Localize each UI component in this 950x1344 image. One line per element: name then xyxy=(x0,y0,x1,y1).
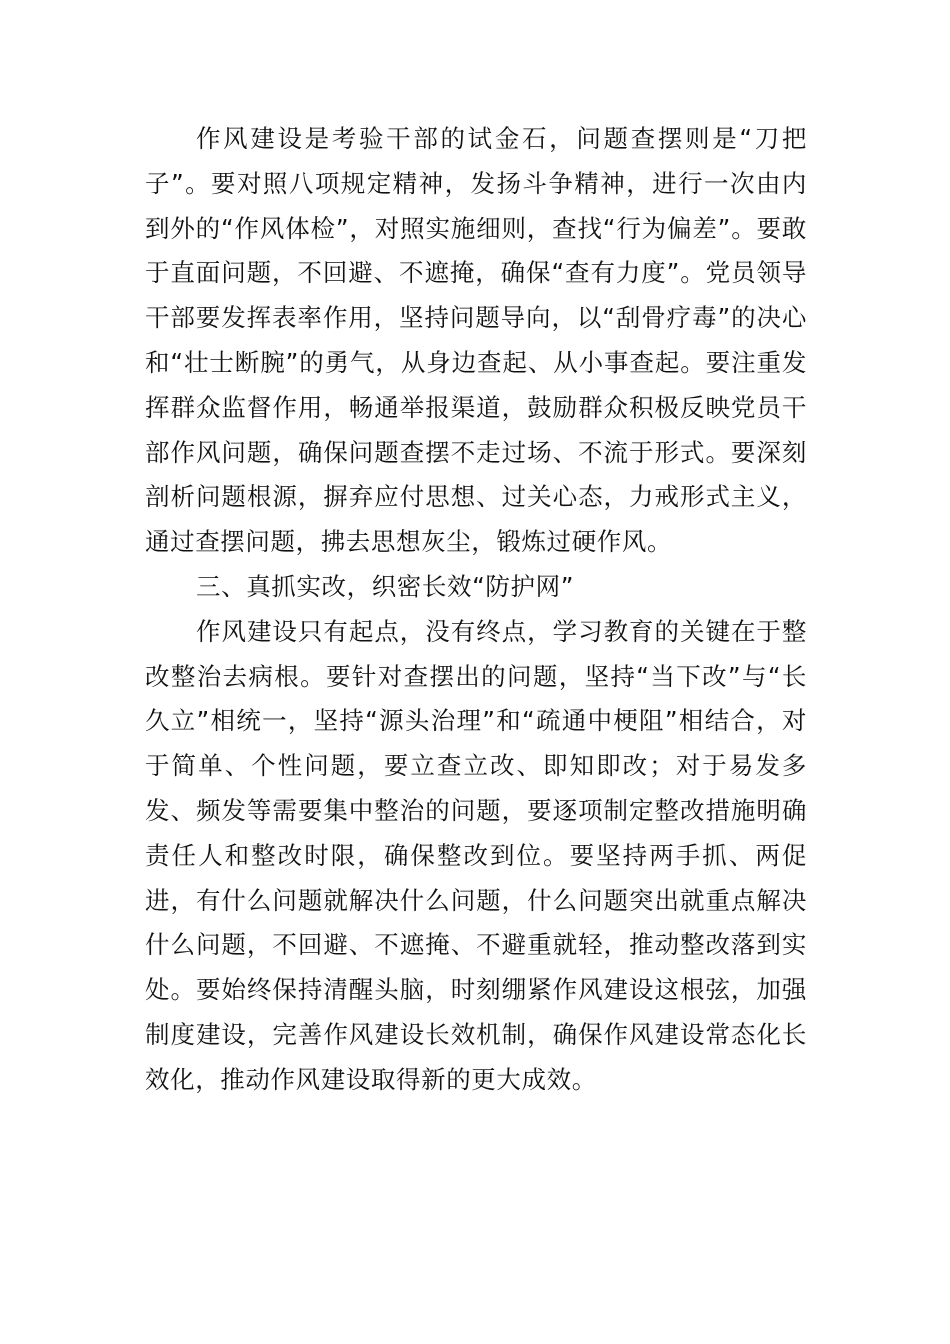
document-body xyxy=(145,117,807,1103)
paragraph-rectification: 作风建设只有起点，没有终点，学习教育的关键在于整改整治去病根。要针对查摆出的问题，坚持“当下改”与“长久立”相统一，坚持“源头治理”和“疏通中梗阻”相结合，对于简单、个性问题，要立查立改、即知即改；对于易发多发、频发等需要集中整治的问题，要逐项制定整改措施明确责任人和整改时限，确保整改到位。要坚持两手抓、两促进，有什么问题就解决什么问题，什么问题突出就重点解决什么问题，不回避、不遮掩、不避重就轻，推动整改落到实处。要始终保持清醒头脑，时刻绷紧作风建设这根弦，加强制度建设，完善作风建设长效机制，确保作风建设常态化长效化，推动作风建设取得新的更大成效。 xyxy=(145,616,807,1094)
section-heading-rectification: 三、真抓实改，织密长效“防护网” xyxy=(196,571,574,601)
paragraph-problem-checking: 作风建设是考验干部的试金石，问题查摆则是“刀把子”。要对照八项规定精神，发扬斗争精神，进行一次由内到外的“作风体检”，对照实施细则，查找“行为偏差”。要敢于直面问题，不回避、不遮掩，确保“查有力度”。党员领导干部要发挥表率作用，坚持问题导向，以“刮骨疗毒”的决心和“壮士断腕”的勇气，从身边查起、从小事查起。要注重发挥群众监督作用，畅通举报渠道，鼓励群众积极反映党员干部作风问题，确保问题查摆不走过场、不流于形式。要深刻剖析问题根源，摒弃应付思想、过关心态，力戒形式主义，通过查摆问题，拂去思想灰尘，锻炼过硬作风。 xyxy=(145,124,807,557)
